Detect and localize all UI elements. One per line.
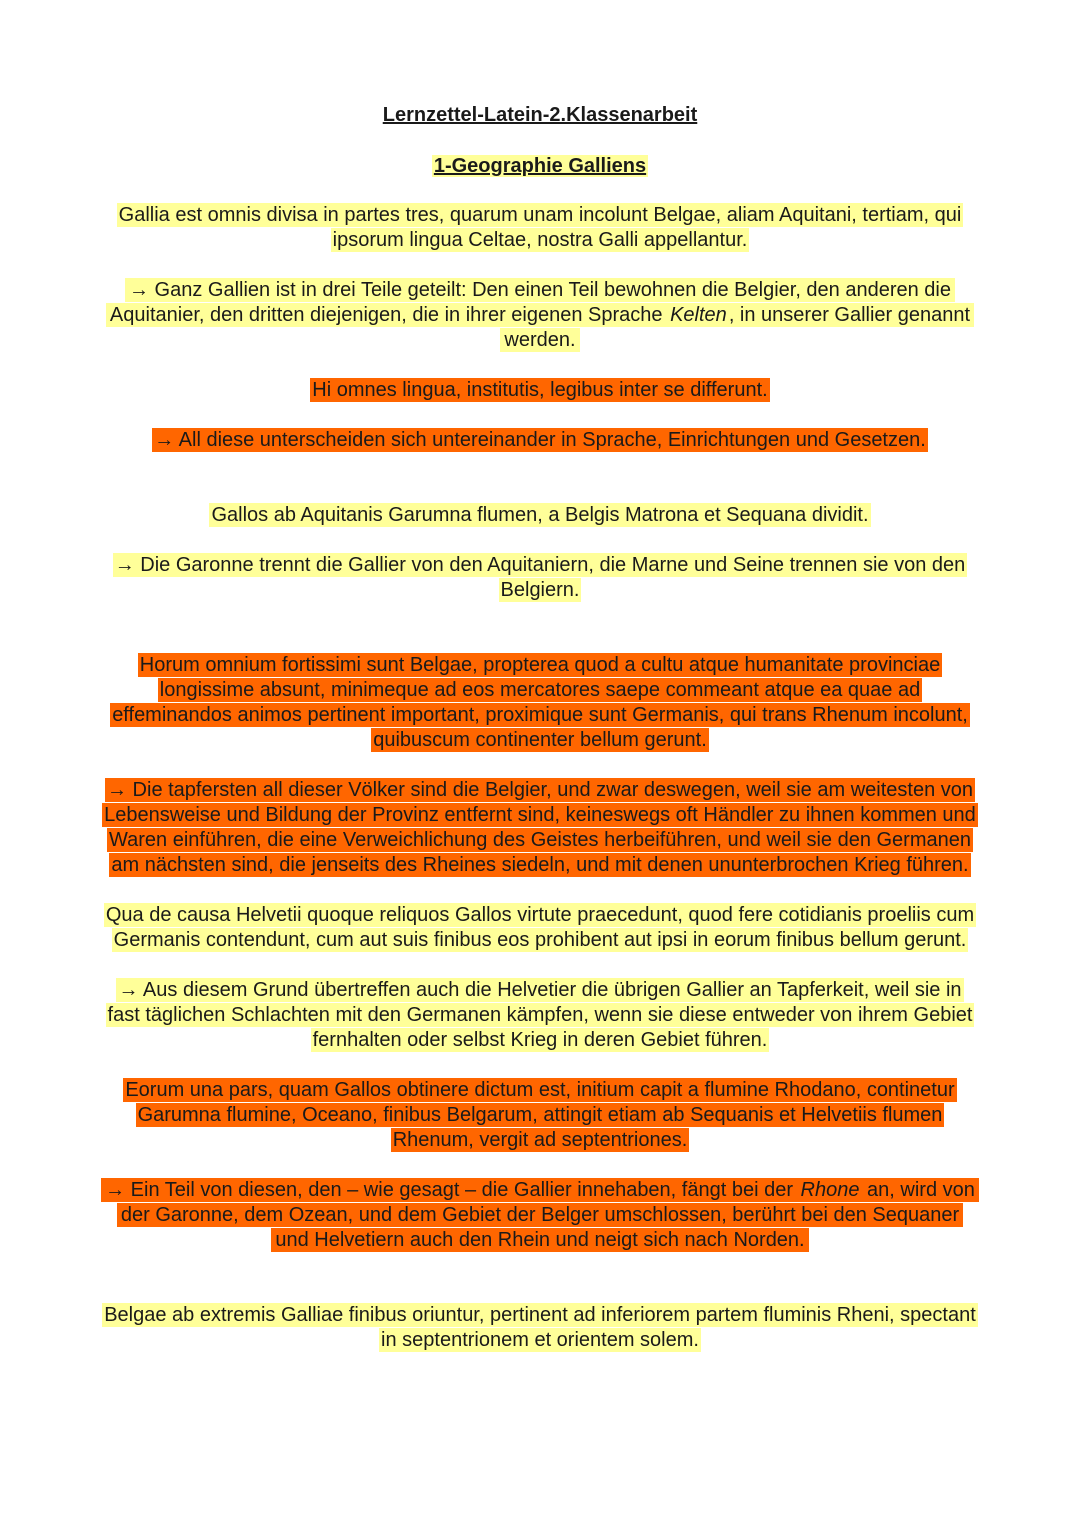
paragraph-emphasis: Rhone <box>800 1179 860 1201</box>
paragraph-text: Gallos ab Aquitanis Garumna flumen, a Belgis Matrona et Sequana dividit. <box>211 504 869 526</box>
paragraph-latin-1 <box>100 203 980 253</box>
document-title: Lernzettel-Latein-2.Klassenarbeit <box>382 104 698 126</box>
paragraph-latin-5 <box>100 903 980 953</box>
paragraph-text-part: → Ganz Gallien ist in drei Teile geteilt: Den einen Teil bewohnen die Belgier, den anderen die Aquitanier, den dritten diejenigen, die in ihrer eigenen Sprache <box>109 279 951 326</box>
paragraph-text-part: an, wird von der Garonne, dem Ozean, und dem Gebiet der Belger umschlossen, berührt bei den Sequaner und Helvetiern auch den Rhein und neigt sich nach Norden. <box>120 1179 975 1251</box>
paragraph-text-part: → Ein Teil von diesen, den – wie gesagt – die Gallier innehaben, fängt bei der <box>105 1179 799 1201</box>
paragraph-latin-3 <box>100 503 980 528</box>
paragraph-german-5 <box>100 978 980 1053</box>
paragraph-german-4 <box>100 778 980 878</box>
paragraph-text: Hi omnes lingua, institutis, legibus inter se differunt. <box>312 379 768 401</box>
paragraph-text: Eorum una pars, quam Gallos obtinere dictum est, initium capit a flumine Rhodano, continetur Garumna flumine, Oceano, finibus Belgarum, attingit etiam ab Sequanis et Helvetiis flumen Rhenum, vergit ad septentriones. <box>125 1079 955 1151</box>
paragraph-emphasis: Kelten <box>670 304 727 326</box>
paragraph-text <box>101 1178 979 1252</box>
paragraph-latin-4 <box>100 653 980 753</box>
paragraph-text: → Aus diesem Grund übertreffen auch die Helvetier die übrigen Gallier an Tapferkeit, weil sie in fast täglichen Schlachten mit den Germanen kämpfen, wenn sie diese entweder von ihrem Gebiet fernhalten oder selbst Krieg in deren Gebiet führen. <box>107 979 973 1051</box>
paragraph-text: Qua de causa Helvetii quoque reliquos Gallos virtute praecedunt, quod fere cotidianis proeliis cum Germanis contendunt, cum aut suis finibus eos prohibent aut ipsi in eorum finibus bellum gerunt. <box>105 904 975 951</box>
paragraph-text: Gallia est omnis divisa in partes tres, quarum unam incolunt Belgae, aliam Aquitani, tertiam, qui ipsorum lingua Celtae, nostra Galli appellantur. <box>118 204 962 251</box>
paragraph-german-3 <box>100 553 980 603</box>
paragraph-german-2 <box>100 428 980 453</box>
paragraph-latin-7 <box>100 1303 980 1353</box>
paragraph-german-1 <box>100 278 980 353</box>
document-page <box>100 101 980 1353</box>
paragraph-text: Horum omnium fortissimi sunt Belgae, propterea quod a cultu atque humanitate provinciae longissime absunt, minimeque ad eos mercatores saepe commeant atque ea quae ad effeminandos animos pertinent important, proximique sunt Germanis, qui trans Rhenum incolunt, quibuscum continenter bellum gerunt. <box>112 654 968 751</box>
paragraph-latin-2 <box>100 378 980 403</box>
paragraph-latin-6 <box>100 1078 980 1153</box>
paragraph-text: → Die Garonne trennt die Gallier von den Aquitaniern, die Marne und Seine trennen sie von den Belgiern. <box>114 554 966 601</box>
section-title-text: 1-Geographie Galliens <box>433 155 647 177</box>
paragraph-text: → Die tapfersten all dieser Völker sind die Belgier, und zwar deswegen, weil sie am weitesten von Lebensweise und Bildung der Provinz entfernt sind, keineswegs oft Händler zu ihnen kommen und Waren einführen, die eine Verweichlichung des Geistes herbeiführen, und weil sie den Germanen am nächsten sind, die jenseits des Rheines siedeln, und mit denen ununterbrochen Krieg führen. <box>104 779 976 876</box>
paragraph-text-part: , in unserer Gallier genannt werden. <box>504 304 971 351</box>
paragraph-text: Belgae ab extremis Galliae finibus oriuntur, pertinent ad inferiorem partem fluminis Rheni, spectant in septentrionem et orientem solem. <box>104 1304 976 1351</box>
paragraph-text: → All diese unterscheiden sich untereinander in Sprache, Einrichtungen und Gesetzen. <box>154 429 926 451</box>
section-title <box>100 152 980 180</box>
paragraph-text <box>106 278 974 352</box>
paragraph-german-6 <box>100 1178 980 1253</box>
